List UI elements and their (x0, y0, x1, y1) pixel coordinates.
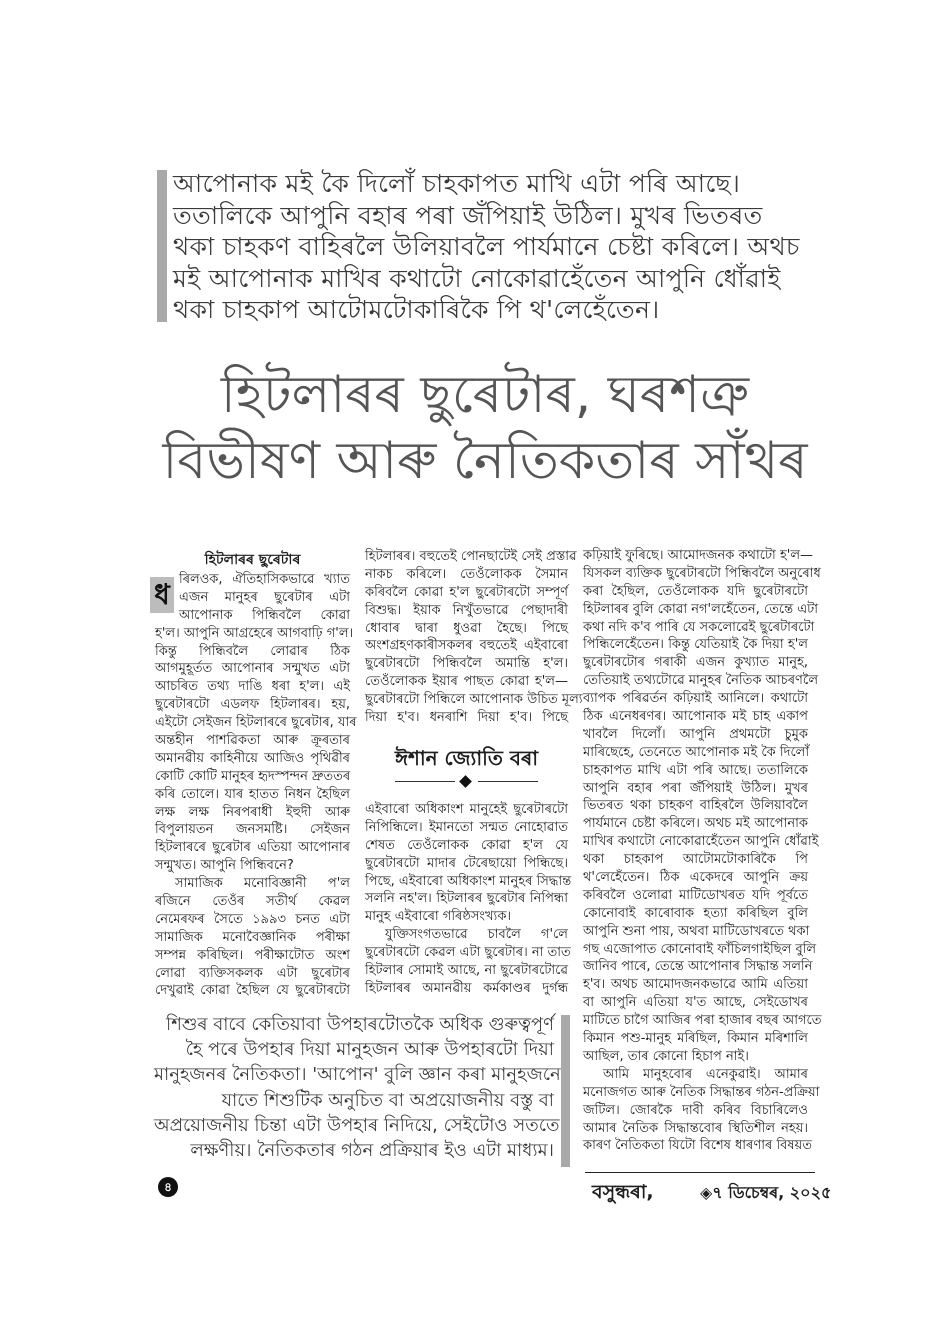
text-line: অমানৱীয় কাহিনীয়ে আজিও পৃথিৱীৰ (155, 750, 350, 766)
text-line: মানুহ এইবাৰো গৰিষ্ঠসংখ্যক। (365, 909, 512, 925)
text-line: মানুহজনৰ নৈতিকতা। 'আপোন' বুলি জ্ঞান কৰা মানুহজনে (154, 1064, 561, 1086)
text-line: পাৰ্যমানে চেষ্টা কৰিলে। অথচ মই আপোনাক (583, 816, 808, 832)
title-line: হিটলাৰৰ ছুৰেটাৰ, ঘৰশত্ৰু (220, 365, 750, 425)
text-line: সামাজিক মনোবৈজ্ঞানিক পৰীক্ষা (155, 929, 350, 945)
text-line: চাহকাপত মাখি এটা পৰি আছে। ততালিকে (583, 762, 808, 778)
text-line: কিন্তু পিন্ধিবলৈ লোৱাৰ ঠিক (155, 643, 350, 659)
text-line: বিশুদ্ধ। ইয়াক নিখুঁতভাৱে পেছাদাৰী (365, 602, 568, 618)
text-line: জানিব পাৰে, তেন্তে আপোনাৰ সিদ্ধান্ত সলনি (583, 959, 813, 975)
author-byline: ঈশান জ্যোতি বৰা (394, 746, 539, 770)
text-line: হিটলাৰৰ বুলি কোৱা নগ'লহেঁতেন, তেন্তে এটা (583, 601, 818, 617)
text-line: কৰা হৈছিল, তেওঁলোকক যদি ছুৰেটাৰটো (583, 583, 808, 599)
text-line: সামাজিক মনোবিজ্ঞানী প'ল (175, 876, 350, 892)
text-line: আপোনাক মই কৈ দিলোঁ চাহকাপত মাখি এটা পৰি আছে। (173, 169, 741, 198)
text-line: কঢ়িয়াই ফুৰিছে। আমোদজনক কথাটো হ'ল— (583, 548, 814, 563)
paragraph (155, 571, 357, 875)
article-column-2-top (365, 548, 583, 727)
text-line: হিটলাৰৰ অমানৱীয় কৰ্মকাণ্ডৰ দুৰ্গন্ধ (365, 980, 568, 996)
text-line: থকা চাহকাপ আটোমটোকাৰিকৈ পি (583, 852, 808, 868)
text-line: ততালিকে আপুনি বহাৰ পৰা জঁপিয়াই উঠিল। মুখৰ ভিতৰত (173, 200, 763, 230)
text-line: এইবাৰো অধিকাংশ মানুহেই ছুৰেটাৰটো (365, 802, 568, 817)
text-line: আপোনাক পিন্ধিবলৈ কোৱা (179, 607, 350, 623)
paragraph (365, 926, 571, 998)
article-column-2-bottom (365, 801, 572, 998)
paragraph (365, 801, 572, 926)
paragraph (155, 875, 350, 1000)
text-line: পিছে, এইবাৰো অধিকাংশ মানুহৰ সিদ্ধান্ত (365, 873, 572, 889)
text-line: কথা নদি ক'ব পাৰি যে সকলোৱেই ছুৰেটাৰটো (583, 619, 815, 635)
text-line: ভিতৰত থকা চাহকণ বাহিৰলৈ উলিয়াবলৈ (583, 798, 808, 814)
text-line: থ'লেহেঁতেন। ঠিক একেদৰে আপুনি ক্ৰয় (583, 870, 808, 886)
text-line: যিসকল ব্যক্তিক ছুৰেটাৰটো পিন্ধিবলৈ অনুৰোধ (583, 565, 821, 581)
text-line: বা আপুনি এতিয়া য'ত আছে, সেইডোখৰ (583, 995, 808, 1011)
text-line: নিপিন্ধিলে। ইমানতো সন্মত নোহোৱাত (365, 819, 568, 835)
text-line: কাৰণ নৈতিকতা যিটো বিশেষ ধাৰণাৰ বিষয়ত (583, 1138, 812, 1154)
text-line: কোটি কোটি মানুহৰ হৃদস্পন্দন দ্ৰুততৰ (155, 768, 351, 784)
paragraph (583, 547, 822, 1066)
text-line: লক্ষ লক্ষ নিৰপৰাধী ইহুদী আৰু (155, 804, 350, 820)
text-line: সন্মুখত। আপুনি পিন্ধিবনে? (155, 858, 294, 874)
title-line: বিভীষণ আৰু নৈতিকতাৰ সাঁথৰ (162, 431, 808, 491)
text-line: ছুৰেটাৰটো পিন্ধিবলৈ অমান্তি হ'ল। (365, 656, 568, 672)
text-line: সম্পন্ন কৰিছিল। পৰীক্ষাটোত অংশ (155, 947, 350, 963)
text-line: ঠিক এনেধৰণৰ। আপোনাক মই চাহ একাপ (583, 709, 808, 725)
text-line: লোৱা ব্যক্তিসকলক এটা ছুৰেটাৰ (155, 965, 350, 981)
text-line: যুক্তিসংগতভাৱে চাবলৈ গ'লে (385, 927, 568, 943)
text-line: ছুৰেটাৰটো মাদাৰ টেৰেছায়ো পিন্ধিছে। (365, 855, 568, 871)
text-line: আচৰিত তথ্য দাঙি ধৰা হ'ল। এই (155, 679, 350, 695)
text-line: এজন মানুহৰ ছুৰেটাৰ এটা (179, 589, 350, 605)
text-line: হৈ পৰে উপহাৰ দিয়া মানুহজন আৰু উপহাৰটো দিয়া (185, 1039, 554, 1061)
text-line: থকা চাহকাপ আটোমটোকাৰিকৈ পি থ'লেহেঁতেন। (173, 295, 660, 325)
article-title (150, 362, 820, 494)
text-line: আপুনি বহাৰ পৰা জঁপিয়াই উঠিল। মুখৰ (583, 780, 808, 796)
text-line: তেতিয়াই তথ্যটোৱে মানুহৰ নৈতিক আচৰণলৈ (583, 673, 819, 689)
text-line: বিপুলায়তন জনসমষ্টি। সেইজন (155, 822, 350, 838)
text-line: মাৰিছেহে, তেনেতে আপোনাক মই কৈ দিলোঁ (583, 744, 810, 760)
text-line: অংশগ্ৰহণকাৰীসকলৰ বহুতেই এইবাৰো (365, 638, 568, 654)
text-line: কৰিবলৈ ওলোৱা মাটিডোখৰত যদি পূৰ্বতে (583, 887, 808, 903)
text-line: আগমুহূৰ্তত আপোনাৰ সন্মুখত এটা (155, 661, 350, 677)
text-line: অন্তহীন পাশৱিকতা আৰু ক্ৰূৰতাৰ (155, 733, 350, 749)
text-line: দিয়া হ'ব। ধনৰাশি দিয়া হ'ব। পিছে (365, 710, 568, 726)
text-line: ছুৰেটাৰটোৰ গৰাকী এজন কুখ্যাত মানুহ, (583, 655, 808, 671)
text-line: শিশুৰ বাবে কেতিয়াবা উপহাৰটোতকৈ অধিক গুৰুত্বপূৰ্ণ (166, 1014, 554, 1035)
text-line: ৰজিনে তেওঁৰ সতীৰ্থ কেৱল (155, 894, 350, 910)
text-line: হিটলাৰৰ। বহুতেই পোনছাটেই সেই প্ৰস্তাৱ (365, 549, 577, 564)
text-line: হিটলাৰৰে ছুৰেটাৰ এতিয়া আপোনাৰ (155, 840, 350, 856)
text-line: কৰি তোলে। যাৰ হাতত নিধন হৈছিল (155, 786, 350, 802)
text-line: সলনি নহ'ল। হিটলাৰৰ ছুৰেটাৰ নিপিন্ধা (365, 891, 568, 907)
text-line: দেখুৱাই কোৱা হৈছিল যে ছুৰেটাৰটো (155, 983, 350, 999)
text-line: নাকচ কৰিলে। তেওঁলোকক সৈমান (365, 566, 568, 582)
text-line: কৰিবলৈ কোৱা হ'ল ছুৰেটাৰটো সম্পূৰ্ণ (365, 584, 568, 600)
text-line: শেষত তেওঁলোকক কোৱা হ'ল যে (365, 837, 568, 853)
text-line: জটিল। জোৰকৈ দাবী কৰিব বিচাৰিলেও (583, 1102, 808, 1118)
quote-bar (157, 170, 167, 322)
text-line: নেমেৰফৰ সৈতে ১৯৯৩ চনত এটা (155, 911, 350, 927)
page-number: ৪ (158, 1177, 178, 1197)
text-line: ব্যাপক পৰিৱৰ্তন কঢ়িয়াই আনিলে। কথাটো (583, 691, 808, 707)
footer-rule (585, 1172, 815, 1173)
text-line: ছুৰেটাৰটো কেৱল এটা ছুৰেটাৰ। না তাত (365, 945, 571, 961)
text-line: মাটিতে চাগৈ আজিৰ পৰা হাজাৰ বছৰ আগতে (583, 1013, 822, 1029)
drop-cap: ধ (150, 577, 174, 613)
paragraph (583, 1066, 820, 1155)
text-line: মাখিৰ কথাটো নোকোৱাহেঁতেন আপুনি ধোঁৱাই (583, 834, 819, 850)
text-line: কোনোবাই কাৰোবাক হত্যা কৰিছিল বুলি (583, 905, 808, 921)
text-line: ৰিলওক, ঐতিহাসিকভাৱে খ্যাত (179, 572, 350, 587)
text-line: আমাৰ নৈতিক সিদ্ধান্তবোৰ স্থিতিশীল নহয়। (583, 1120, 808, 1136)
text-line: হিটলাৰ সোমাই আছে, না ছুৰেটাৰটোৱে (365, 963, 568, 979)
text-line: কিমান পশু-মানুহ মৰিছিল, কিমান মৰিশালি (583, 1031, 808, 1047)
quote-bar (561, 1015, 570, 1167)
text-line: ধোবাৰ দ্বাৰা ধুওৱা হৈছে। পিছে (365, 620, 568, 636)
text-line: থকা চাহকণ বাহিৰলৈ উলিয়াবলৈ পাৰ্যমানে চেষ্টা কৰিলে। অথচ (173, 232, 800, 262)
pull-quote-top (157, 168, 817, 324)
divider-rule (478, 781, 538, 782)
issue-date: ◈৭ ডিচেম্বৰ, ২০২৫ (700, 1183, 832, 1202)
article-column-1 (155, 571, 357, 1000)
divider-rule (395, 781, 455, 782)
text-line: মনোজগত আৰু নৈতিক সিদ্ধান্তৰ গঠন-প্ৰক্ৰিয়া (583, 1084, 820, 1100)
text-line: হ'ব। অথচ আমোদজনকভাৱে আমি এতিয়া (583, 977, 808, 993)
text-line: যাতে শিশুটিক অনুচিত বা অপ্ৰয়োজনীয় বস্তু বা (221, 1089, 554, 1111)
text-line: খাবলৈ দিলোঁ। আপুনি প্ৰথমটো চুমুক (583, 726, 808, 742)
text-line: অপ্ৰয়োজনীয় চিন্তা এটা উপহাৰ নিদিয়ে, সেইটোও সততে (154, 1114, 560, 1136)
section-subheading: হিটলাৰৰ ছুৰেটাৰ (204, 552, 301, 568)
text-line: লক্ষণীয়। নৈতিকতাৰ গঠন প্ৰক্ৰিয়াৰ ইও এটা মাধ্যম। (190, 1139, 554, 1161)
text-line: আপুনি শুনা পায়, অথবা মাটিডোখৰতে থকা (583, 923, 810, 939)
ornament-divider (395, 776, 538, 788)
text-line: তেওঁলোকক ইয়াৰ পাছত কোৱা হ'ল— (365, 674, 568, 690)
text-line: হ'ল। আপুনি আগ্ৰহেৰে আগবাঢ়ি গ'ল। (155, 625, 354, 641)
diamond-icon (459, 775, 472, 788)
text-line: গছ এজোপাত কোনোবাই ফাঁচিলগাইছিল বুলি (583, 941, 817, 957)
text-line: মই আপোনাক মাখিৰ কথাটো নোকোৱাহেঁতেন আপুনি ধোঁৱাই (173, 263, 781, 293)
text-line: এইটো সেইজন হিটলাৰৰে ছুৰেটাৰ, যাৰ (155, 715, 357, 731)
paragraph (365, 548, 583, 727)
text-line: ছুৰেটাৰটো এডলফ হিটলাৰৰ। হয়, (155, 697, 350, 713)
pull-quote-text (173, 168, 813, 326)
text-line: আছিল, তাৰ কোনো হিচাপ নাই। (583, 1048, 749, 1064)
article-column-3 (583, 547, 822, 1155)
text-line: আমি মানুহবোৰ এনেকুৱাই। আমাৰ (603, 1066, 808, 1082)
pull-quote-bottom (154, 1012, 570, 1168)
text-line: ছুৰেটাৰটো পিন্ধিলে আপোনাক উচিত মূল্য (365, 692, 583, 708)
pull-quote-text (154, 1012, 561, 1163)
magazine-name: বসুন্ধৰা, (592, 1181, 654, 1203)
text-line: পিন্ধিলেহেঁতেন। কিন্তু যেতিয়াই কৈ দিয়া হ'ল (583, 637, 808, 653)
